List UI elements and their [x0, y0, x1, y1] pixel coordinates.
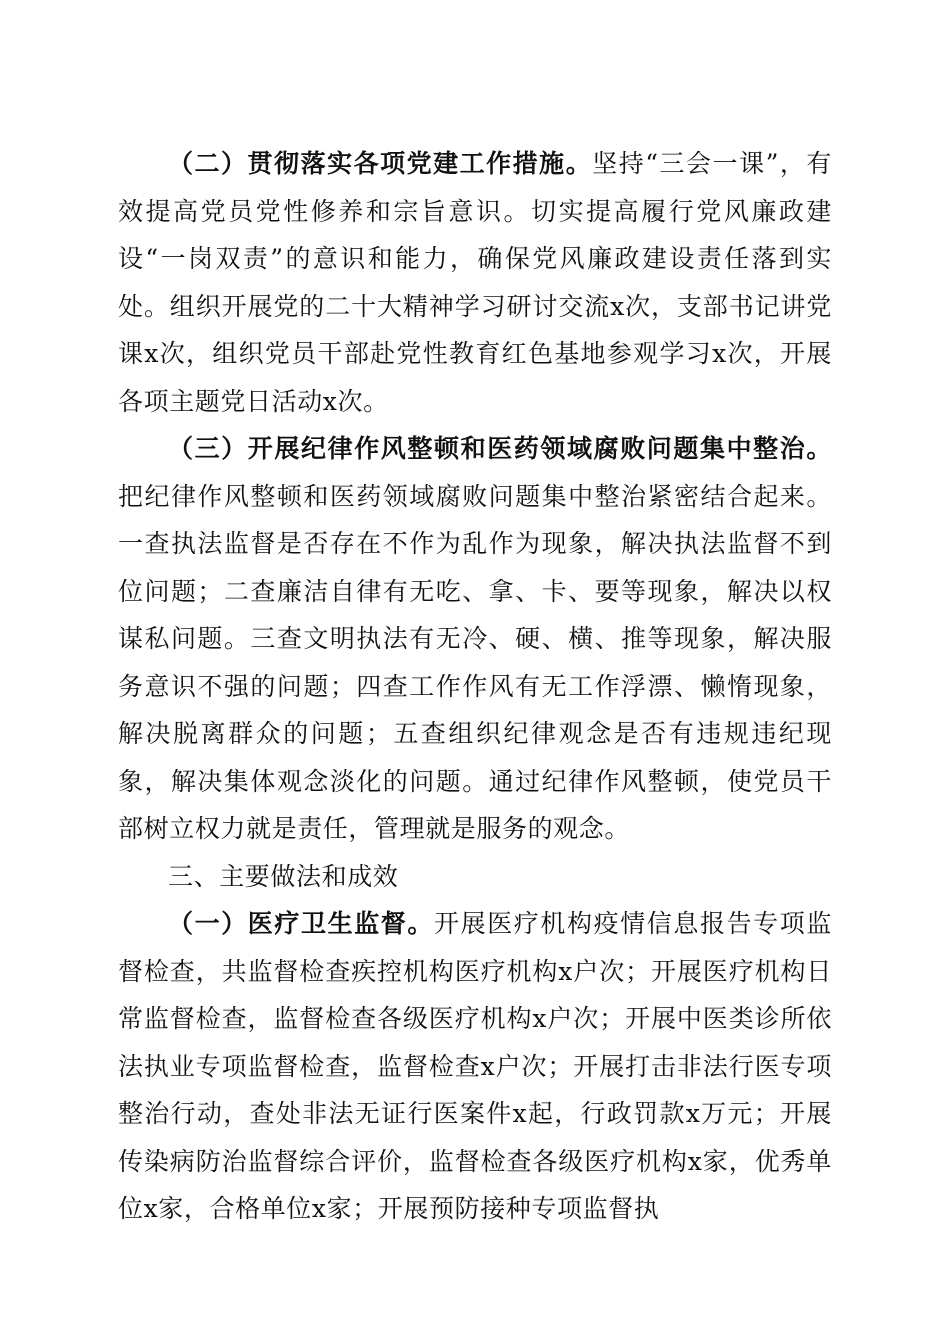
paragraph-lead: （一）医疗卫生监督。 — [168, 909, 434, 938]
paragraph-party-building — [118, 140, 832, 425]
paragraph-medical-supervision — [118, 900, 832, 1233]
paragraph-body: 把纪律作风整顿和医药领域腐败问题集中整治紧密结合起来。一查执法监督是否存在不作为乱作为现象，解决执法监督不到位问题；二查廉洁自律有无吃、拿、卡、要等现象，解决以权谋私问题。三查文明执法有无冷、硬、横、推等现象，解决服务意识不强的问题；四查工作作风有无工作浮漂、懒惰现象，解决脱离群众的问题；五查组织纪律观念是否有违规违纪现象，解决集体观念淡化的问题。通过纪律作风整顿，使党员干部树立权力就是责任，管理就是服务的观念。 — [118, 481, 832, 843]
paragraph-lead: （二）贯彻落实各项党建工作措施。 — [168, 149, 593, 178]
section-heading: 三、主要做法和成效 — [168, 861, 399, 891]
paragraph-lead: （三）开展纪律作风整顿和医药领域腐败问题集中整治。 — [168, 434, 832, 463]
paragraph-body: 开展医疗机构疫情信息报告专项监督检查，共监督检查疾控机构医疗机构x户次；开展医疗机构日常监督检查，监督检查各级医疗机构x户次；开展中医类诊所依法执业专项监督检查，监督检查x户次；开展打击非法行医专项整治行动，查处非法无证行医案件x起，行政罚款x万元；开展传染病防治监督综合评价，监督检查各级医疗机构x家，优秀单位x家，合格单位x家；开展预防接种专项监督执 — [118, 909, 832, 1223]
paragraph-body: 坚持“三会一课”，有效提高党员党性修养和宗旨意识。切实提高履行党风廉政建设“一岗双责”的意识和能力，确保党风廉政建设责任落到实处。组织开展党的二十大精神学习研讨交流x次，支部书记讲党课x次，组织党员干部赴党性教育红色基地参观学习x次，开展各项主题党日活动x次。 — [118, 149, 832, 416]
document-body — [118, 140, 832, 1233]
paragraph-discipline-rectification — [118, 425, 832, 853]
